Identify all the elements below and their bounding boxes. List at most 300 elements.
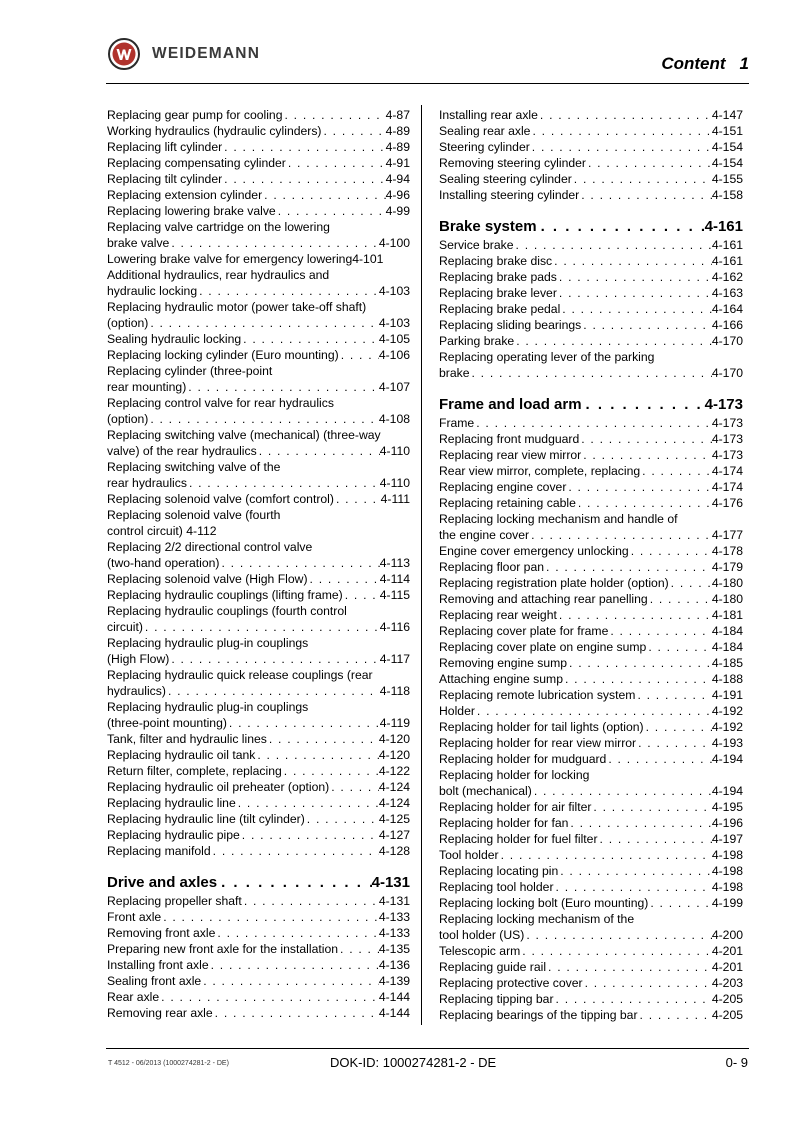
toc-entry[interactable] — [439, 139, 743, 155]
page-reference: 4-161 — [704, 218, 743, 235]
page-reference: 4-103 — [378, 316, 410, 330]
entry-title: the engine cover — [439, 528, 530, 542]
page-reference: 4-195 — [711, 800, 743, 814]
dot-leader — [636, 735, 712, 751]
page-reference: 4-110 — [379, 476, 410, 490]
toc-entry[interactable] — [439, 863, 743, 879]
dot-leader — [201, 973, 379, 989]
page-reference: 4-191 — [711, 688, 743, 702]
page-reference: 4-99 — [385, 204, 410, 218]
entry-title: Replacing cover plate on engine sump — [439, 640, 647, 654]
toc-entry[interactable] — [107, 107, 410, 123]
dot-leader — [576, 495, 712, 511]
dot-leader — [321, 123, 385, 139]
entry-title: (three-point mounting) — [107, 716, 227, 730]
page-reference: 4-103 — [378, 284, 410, 298]
page-reference: 4-96 — [385, 188, 410, 202]
page-reference: 4-114 — [379, 572, 410, 586]
page-reference: 4-105 — [378, 332, 410, 346]
toc-entry[interactable] — [439, 285, 743, 301]
page-reference: 4-185 — [711, 656, 743, 670]
toc-entry[interactable] — [107, 187, 410, 203]
page-reference: 4-151 — [711, 124, 743, 138]
toc-section-heading[interactable] — [107, 873, 410, 893]
toc-entry-text: Replacing hydraulic plug-in couplings — [107, 636, 309, 650]
entry-title: hydraulics) — [107, 684, 166, 698]
page-reference: 4-177 — [711, 528, 743, 542]
toc-entry[interactable] — [107, 315, 410, 331]
page-title — [661, 54, 749, 74]
toc-entry[interactable] — [439, 543, 743, 559]
dot-leader — [558, 863, 712, 879]
toc-entry[interactable] — [439, 975, 743, 991]
page-reference: 4-181 — [711, 608, 743, 622]
entry-title: Replacing holder for rear view mirror — [439, 736, 637, 750]
page-reference: 4-200 — [711, 928, 743, 942]
toc-entry-text: Replacing operating lever of the parking — [439, 350, 655, 364]
page-reference: 4-108 — [378, 412, 410, 426]
toc-entry[interactable] — [107, 155, 410, 171]
toc-entry-text: Replacing solenoid valve (fourth — [107, 508, 281, 522]
toc-entry-text: control circuit) 4-112 — [107, 524, 217, 538]
dot-leader — [581, 317, 712, 333]
toc-right-column — [439, 107, 743, 1023]
toc-entry[interactable] — [107, 123, 410, 139]
entry-title: Replacing front mudguard — [439, 432, 580, 446]
toc-entry[interactable] — [439, 107, 743, 123]
dot-leader — [470, 365, 712, 381]
dot-leader — [598, 831, 712, 847]
toc-entry-text: Lowering brake valve for emergency lowering4-101 — [107, 252, 384, 266]
dot-leader — [257, 443, 380, 459]
toc-entry[interactable] — [107, 571, 410, 587]
toc-entry[interactable] — [439, 799, 743, 815]
entry-title: Removing engine sump — [439, 656, 568, 670]
dot-leader — [186, 379, 379, 395]
toc-entry[interactable] — [439, 847, 743, 863]
entry-title: Removing and attaching rear panelling — [439, 592, 648, 606]
toc-entry[interactable] — [107, 411, 410, 427]
entry-title: Frame — [439, 416, 475, 430]
page-reference: 4-173 — [711, 432, 743, 446]
toc-entry[interactable] — [439, 783, 743, 799]
dot-leader — [538, 107, 712, 123]
entry-title: Replacing bearings of the tipping bar — [439, 1008, 638, 1022]
dot-leader — [161, 909, 379, 925]
toc-entry[interactable] — [439, 991, 743, 1007]
entry-title: Removing steering cylinder — [439, 156, 586, 170]
footer-doc-id: DOK-ID: 1000274281-2 - DE — [330, 1055, 497, 1070]
toc-entry[interactable] — [439, 815, 743, 831]
toc-entry[interactable] — [439, 639, 743, 655]
toc-entry[interactable] — [107, 715, 410, 731]
page-reference: 4-147 — [711, 108, 743, 122]
page-reference: 4-144 — [378, 1006, 410, 1020]
entry-title: Replacing gear pump for cooling — [107, 108, 283, 122]
toc-entry[interactable] — [439, 943, 743, 959]
toc-entry[interactable] — [439, 123, 743, 139]
entry-title: Engine cover emergency unlocking — [439, 544, 629, 558]
page-reference: 4-180 — [711, 592, 743, 606]
toc-entry[interactable] — [439, 607, 743, 623]
page-reference: 4-133 — [378, 910, 410, 924]
entry-title: hydraulic locking — [107, 284, 198, 298]
toc-entry[interactable] — [107, 973, 410, 989]
toc-entry[interactable] — [439, 927, 743, 943]
toc-entry[interactable] — [439, 431, 743, 447]
page-reference: 4-176 — [711, 496, 743, 510]
toc-entry[interactable] — [107, 763, 410, 779]
entry-title: Replacing retaining cable — [439, 496, 576, 510]
dot-leader — [579, 187, 712, 203]
page-reference: 4-198 — [711, 880, 743, 894]
section-title: Drive and axles — [107, 874, 218, 891]
section-title: Brake system — [439, 218, 537, 235]
toc-entry[interactable] — [439, 171, 743, 187]
page-reference: 4-162 — [711, 270, 743, 284]
dot-leader — [282, 107, 385, 123]
page-reference: 4-164 — [711, 302, 743, 316]
page-reference: 4-198 — [711, 864, 743, 878]
dot-leader — [586, 155, 712, 171]
toc-entry-text: Replacing valve cartridge on the lowering — [107, 220, 330, 234]
entry-title: brake valve — [107, 236, 170, 250]
entry-title: circuit) — [107, 620, 143, 634]
dot-leader — [166, 683, 380, 699]
toc-entry-text: Replacing hydraulic couplings (fourth control — [107, 604, 347, 618]
toc-entry[interactable] — [107, 347, 410, 363]
toc-entry-text: Replacing cylinder (three-point — [107, 364, 273, 378]
toc-entry[interactable] — [107, 171, 410, 187]
dot-leader — [169, 651, 379, 667]
toc-entry[interactable] — [107, 587, 410, 603]
toc-entry[interactable] — [439, 751, 743, 767]
dot-leader — [211, 843, 379, 859]
dot-leader — [530, 123, 711, 139]
entry-title: Replacing sliding bearings — [439, 318, 582, 332]
page-reference: 4-158 — [711, 188, 743, 202]
page-reference: 4-106 — [378, 348, 410, 362]
toc-entry[interactable] — [439, 333, 743, 349]
dot-leader — [343, 587, 380, 603]
dot-leader — [267, 731, 379, 747]
dot-leader — [638, 1007, 712, 1023]
entry-title: bolt (mechanical) — [439, 784, 532, 798]
dot-leader — [591, 799, 711, 815]
entry-title: Rear axle — [107, 990, 160, 1004]
toc-entry[interactable] — [439, 463, 743, 479]
entry-title: Sealing hydraulic locking — [107, 332, 242, 346]
page-reference: 4-128 — [378, 844, 410, 858]
page-reference: 4-89 — [385, 124, 410, 138]
entry-title: tool holder (US) — [439, 928, 525, 942]
toc-entry[interactable] — [439, 301, 743, 317]
dot-leader — [544, 559, 712, 575]
toc-entry[interactable] — [439, 735, 743, 751]
toc-entry[interactable] — [439, 415, 743, 431]
dot-leader — [629, 543, 712, 559]
entry-title: Removing rear axle — [107, 1006, 213, 1020]
page-reference: 4-180 — [711, 576, 743, 590]
page-reference: 4-166 — [711, 318, 743, 332]
entry-title: Replacing brake pads — [439, 270, 557, 284]
dot-leader — [640, 463, 712, 479]
entry-title: Replacing solenoid valve (High Flow) — [107, 572, 308, 586]
dot-leader — [644, 719, 712, 735]
toc-entry[interactable] — [107, 843, 410, 859]
page-reference: 4-135 — [378, 942, 410, 956]
dot-leader — [276, 203, 386, 219]
dot-leader — [499, 847, 712, 863]
page-reference: 4-144 — [378, 990, 410, 1004]
page-reference: 4-125 — [378, 812, 410, 826]
page-reference: 4-192 — [711, 704, 743, 718]
page-reference: 4-113 — [379, 556, 410, 570]
toc-entry[interactable] — [439, 495, 743, 511]
toc-entry[interactable] — [439, 155, 743, 171]
dot-leader — [339, 347, 379, 363]
toc-entry[interactable] — [439, 187, 743, 203]
dot-leader — [209, 957, 379, 973]
toc-entry[interactable] — [439, 317, 743, 333]
toc-entry[interactable] — [439, 447, 743, 463]
dot-leader — [241, 331, 379, 347]
toc-entry[interactable] — [107, 957, 410, 973]
dot-leader — [262, 187, 385, 203]
page-reference: 4-107 — [378, 380, 410, 394]
page-reference: 4-198 — [711, 848, 743, 862]
toc-entry[interactable] — [439, 269, 743, 285]
entry-title: Replacing locking bolt (Euro mounting) — [439, 896, 649, 910]
dot-leader — [255, 747, 378, 763]
entry-title: Replacing cover plate for frame — [439, 624, 609, 638]
page-reference: 4-193 — [711, 736, 743, 750]
page-reference: 4-173 — [711, 448, 743, 462]
entry-title: Replacing holder for tail lights (option) — [439, 720, 644, 734]
dot-leader — [520, 943, 712, 959]
entry-title: Replacing compensating cylinder — [107, 156, 286, 170]
dot-leader — [475, 703, 712, 719]
dot-leader — [217, 873, 372, 893]
dot-leader — [560, 301, 712, 317]
toc-entry[interactable] — [107, 139, 410, 155]
entry-title: Replacing holder for air filter — [439, 800, 592, 814]
dot-leader — [554, 991, 712, 1007]
toc-entry[interactable] — [107, 795, 410, 811]
entry-title: Tool holder — [439, 848, 499, 862]
dot-leader — [606, 751, 711, 767]
toc-entry[interactable] — [439, 623, 743, 639]
toc-entry[interactable] — [107, 491, 410, 507]
entry-title: (two-hand operation) — [107, 556, 220, 570]
toc-entry[interactable] — [439, 687, 743, 703]
entry-title: valve) of the rear hydraulics — [107, 444, 257, 458]
page-title-text: Content — [661, 54, 726, 73]
entry-title: Replacing hydraulic oil preheater (option) — [107, 780, 330, 794]
toc-entry[interactable] — [107, 909, 410, 925]
footer-page-number: 0- 9 — [725, 1055, 748, 1070]
dot-leader — [222, 171, 385, 187]
entry-title: rear mounting) — [107, 380, 187, 394]
entry-title: Holder — [439, 704, 475, 718]
toc-entry[interactable] — [107, 1005, 410, 1021]
page-reference: 4-131 — [371, 874, 410, 891]
page-reference: 4-111 — [380, 492, 410, 506]
toc-entry[interactable] — [107, 475, 410, 491]
page-reference: 4-173 — [711, 416, 743, 430]
entry-title: (High Flow) — [107, 652, 170, 666]
entry-title: Replacing remote lubrication system — [439, 688, 636, 702]
toc-entry[interactable] — [439, 703, 743, 719]
toc-entry[interactable] — [439, 253, 743, 269]
toc-entry[interactable] — [107, 443, 410, 459]
page-reference: 4-173 — [704, 396, 743, 413]
toc-entry[interactable] — [107, 925, 410, 941]
entry-title: Installing front axle — [107, 958, 209, 972]
dot-leader — [159, 989, 379, 1005]
page-reference: 4-161 — [711, 254, 743, 268]
toc-entry[interactable] — [439, 575, 743, 591]
dot-leader — [532, 783, 712, 799]
dot-leader — [572, 171, 712, 187]
page-reference: 4-127 — [378, 828, 410, 842]
toc-entry[interactable] — [107, 747, 410, 763]
dot-leader — [579, 431, 712, 447]
dot-leader — [582, 395, 705, 415]
entry-title: Replacing brake pedal — [439, 302, 561, 316]
toc-entry[interactable] — [107, 989, 410, 1005]
toc-entry-text: Additional hydraulics, rear hydraulics and — [107, 268, 330, 282]
entry-title: Replacing solenoid valve (comfort control) — [107, 492, 334, 506]
entry-title: Replacing manifold — [107, 844, 211, 858]
header-rule — [106, 83, 749, 84]
entry-title: Replacing brake lever — [439, 286, 557, 300]
entry-title: (option) — [107, 316, 149, 330]
dot-leader — [646, 639, 712, 655]
toc-entry[interactable] — [439, 831, 743, 847]
entry-title: Replacing holder for fuel filter — [439, 832, 598, 846]
dot-leader — [148, 411, 379, 427]
dot-leader — [546, 959, 712, 975]
toc-entry[interactable] — [439, 527, 743, 543]
entry-title: Replacing holder for mudguard — [439, 752, 607, 766]
toc-section-heading[interactable] — [439, 395, 743, 415]
toc-entry[interactable] — [107, 379, 410, 395]
entry-title: Steering cylinder — [439, 140, 530, 154]
toc-entry[interactable] — [107, 811, 410, 827]
page-reference: 4-194 — [711, 752, 743, 766]
toc-entry[interactable] — [107, 941, 410, 957]
page-reference: 4-196 — [711, 816, 743, 830]
entry-title: Replacing rear weight — [439, 608, 557, 622]
entry-title: Replacing hydraulic couplings (lifting frame) — [107, 588, 343, 602]
page-reference: 4-184 — [711, 640, 743, 654]
page-reference: 4-174 — [711, 464, 743, 478]
page-reference: 4-131 — [378, 894, 410, 908]
toc-entry[interactable] — [107, 235, 410, 251]
column-divider — [421, 105, 422, 1025]
entry-title: Replacing rear view mirror — [439, 448, 582, 462]
entry-title: Front axle — [107, 910, 162, 924]
dot-leader — [581, 447, 712, 463]
dot-leader — [187, 475, 380, 491]
page-reference: 4-117 — [379, 652, 410, 666]
dot-leader — [537, 217, 705, 237]
dot-leader — [566, 479, 711, 495]
dot-leader — [648, 591, 712, 607]
entry-title: Replacing propeller shaft — [107, 894, 242, 908]
page-reference: 4-205 — [711, 992, 743, 1006]
entry-title: (option) — [107, 412, 149, 426]
toc-entry[interactable] — [439, 365, 743, 381]
toc-section-heading[interactable] — [439, 217, 743, 237]
toc-entry[interactable] — [107, 619, 410, 635]
toc-entry[interactable] — [107, 779, 410, 795]
toc-entry[interactable] — [439, 959, 743, 975]
dot-leader — [222, 139, 385, 155]
dot-leader — [236, 795, 379, 811]
entry-title: Replacing floor pan — [439, 560, 545, 574]
page-reference: 4-179 — [711, 560, 743, 574]
page-reference: 4-188 — [711, 672, 743, 686]
toc-entry[interactable] — [107, 203, 410, 219]
toc-entry[interactable] — [439, 1007, 743, 1023]
toc-entry[interactable] — [439, 879, 743, 895]
entry-title: Replacing hydraulic line (tilt cylinder) — [107, 812, 305, 826]
toc-entry[interactable] — [439, 655, 743, 671]
dot-leader — [635, 687, 711, 703]
toc-entry[interactable] — [439, 719, 743, 735]
toc-entry[interactable] — [439, 479, 743, 495]
section-title: Frame and load arm — [439, 396, 582, 413]
toc-entry-text: Replacing hydraulic motor (power take-off shaft) — [107, 300, 367, 314]
toc-entry[interactable] — [107, 731, 410, 747]
brand-name: WEIDEMANN — [152, 45, 261, 62]
dot-leader — [282, 763, 379, 779]
page-reference: 4-154 — [711, 156, 743, 170]
page-reference: 4-120 — [378, 732, 410, 746]
page-reference: 4-194 — [711, 784, 743, 798]
dot-leader — [608, 623, 711, 639]
toc-entry[interactable] — [107, 555, 410, 571]
dot-leader — [474, 415, 712, 431]
page-reference: 4-124 — [378, 780, 410, 794]
toc-entry[interactable] — [107, 283, 410, 299]
toc-entry[interactable] — [439, 895, 743, 911]
entry-title: Replacing hydraulic line — [107, 796, 236, 810]
toc-entry[interactable] — [107, 683, 410, 699]
entry-title: Installing rear axle — [439, 108, 538, 122]
entry-title: Replacing lift cylinder — [107, 140, 223, 154]
toc-entry[interactable] — [107, 893, 410, 909]
page-reference: 4-115 — [379, 588, 410, 602]
dot-leader — [563, 671, 712, 687]
page-reference: 4-110 — [379, 444, 410, 458]
toc-entry-text: Replacing switching valve (mechanical) (three-way — [107, 428, 381, 442]
toc-entry[interactable] — [439, 671, 743, 687]
toc-entry[interactable] — [107, 331, 410, 347]
toc-entry[interactable] — [439, 559, 743, 575]
toc-entry[interactable] — [107, 651, 410, 667]
toc-entry[interactable] — [439, 237, 743, 253]
dot-leader — [583, 975, 712, 991]
toc-entry[interactable] — [107, 827, 410, 843]
page-reference: 4-178 — [711, 544, 743, 558]
page-reference: 4-174 — [711, 480, 743, 494]
dot-leader — [308, 571, 380, 587]
dot-leader — [219, 555, 379, 571]
toc-entry[interactable] — [439, 591, 743, 607]
